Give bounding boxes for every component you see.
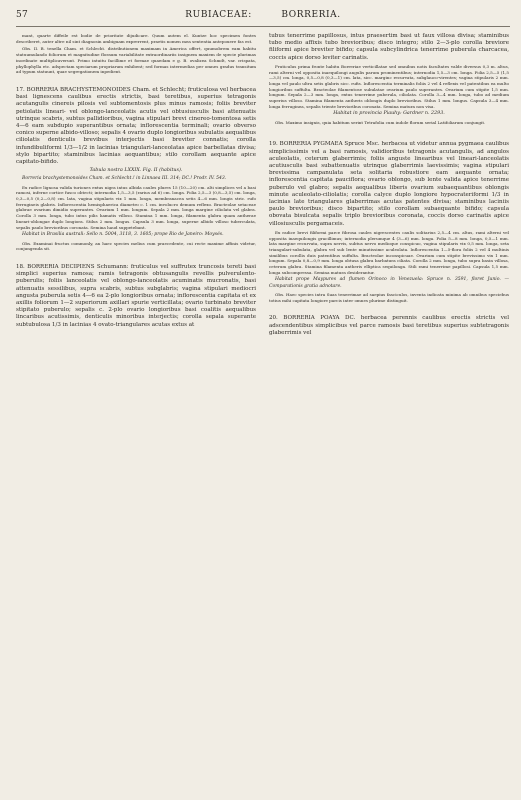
species-description: 18. BORRERIA DECIPIENS Schumann: fruticulus vel suffrutex truncosis tereti basi simplici superius ramosa; ramis tetragonis obtusangulis revellis pulverulento-puberulis; foliis lanceolatis vel oblongo-lanceolatis acuminatis mucronatis, basi attenuatis sessilibus, supra scabris, subtus subglabris; vagina stipulari mediocri angusta puberula setis 4—6 ea 2-plo longioribus ornata; inflorescentia capitata et ex axillis foliorum 1—2 superiorum axillari spurie verticillata; ovario turbinato breviter stipitato puberulo; sepalis c. 2-plo ovario longioribus basi coalitis aequalibus lincaribus acutissimis, denticulis minoribus interjectis; corolla sepala superante subtubulosa 1/3 in lacinias 4 ovato-triangulares acutas extus at bbox=[16, 263, 256, 328]
page bbox=[16, 10, 510, 790]
running-title-left: RUBIACEAE: bbox=[185, 10, 252, 20]
observation: Obs. Examinai fructus commonly, an haec species melius cum praecedente, cui recte maxime affinis videtur, conjungenda sit. bbox=[16, 240, 256, 252]
habitat: Habitat in Brasilia australi: Sello n. 5004, 3118, 3. 1605; prope Rio de Janeiro: Moysés. bbox=[22, 232, 224, 238]
plate-reference: Tabula nostra LXXIX. Fig. II (habitus). bbox=[89, 168, 183, 174]
page-number: 57 bbox=[16, 10, 29, 20]
habitat: Habitat prope Maypures ad flumen Orinoco in Venezuela: Spruce n. 3591, floret Junio. — Comparationis gratia adnotare. bbox=[269, 277, 509, 289]
paragraph: tubus tenerrime papillosus, intus praesertim basi ut faux villosa divisa; staminibus tubo medio affixis tubo brevioribus; disco integro; stilo 2—3-plo corolla breviore filiformi apice breviter bifido; capsula subcylindrica tenerrime puberula charcacea, coccis apice dorso leviter carinatis. bbox=[269, 33, 509, 61]
paragraph: Ex radice brevi filiformi parce fibrosa caules nigrescentes caulis solitarius 2,5—4 cm. altus, rami alterni vel opposita inaequilongis gracillimus; internodia plerumque 4 (3—6) mm. longa. Folia 5—8 mm. longa, 0,5—1 mm. lata margine recurvata, supra nervis, subtus nervo medioque conspicuo, vagina stipularis vix 0,5 mm. longa, seta triangulari-subulata, glabra vel sub lente minutissime aculeolata. Inflorescentia 1—5-flora foliis 2 vel 4 multinis similibus corollis duis patentibus suffulta. Bracteolae inconspicuae. Ovarium cum stipite brevissimo vix 1 mm. longum. Sepala 0,8—0,9 mm. longa obtusa glabra barbatura ciliata. Corolla 2 mm. longa, tubo supra basin villosa, ceterum glabra. Stamina filamenta antheris elliptica sequilonga. Stili rami tenerrime papillosi. Capsula 1,5 mm. longa subcompressa. Semina matura desiderantur. bbox=[269, 229, 509, 275]
observation: Obs. Maximo insignis, quia habitum serint Tetrafolia cum indole florum serial Latifoliarum conjungit. bbox=[275, 119, 486, 125]
paragraph: Obs. II. B. tenella Cham. et Schlecht. distributionem maximam in America offert, quumobrem eam habitu statuumulando foliorum et magnitudine floraum variabilitate extraordinariis insignem maxiem de specie plurimas inordinate multiplicaverunt. Primo intuitu facillime et formae quaedam e g. B. ovalizea Schmdt, var. crispata, phyllophylla etc. adspectam speciarum propriarum exhibent; sed formas intermedias per omnes gradus transitum ad typum statuunt, quae segregationem inpedient. bbox=[16, 46, 256, 75]
observation: Obs. Haec species intra Suas tenerrimae ad saepius fasciculos, inventa indicata minima ab omnibus speciebus totius mihi capitata longiore parcis inter omnes plurime distinguit. bbox=[269, 291, 509, 303]
text-columns bbox=[16, 33, 510, 339]
left-column bbox=[16, 33, 256, 339]
species-description: 20. BORRERIA POAYA DC. herbacea perennis caulibus erectis strictis vel adscendentibus simplicibus vel parce ramosis basi teretibus superius subtetragonis glaberrimis vel bbox=[269, 315, 509, 336]
running-title bbox=[56, 10, 470, 20]
synonym-citation: Borreria brachystemonoides Cham. et Schlecht.! in Linnaea III. 314; DC.! Prodr. IV. 543. bbox=[22, 176, 227, 182]
paragraph: Ex radice lignosa valida turiones extus nigra intus albida caules plures 15 (10—20) cm. alti simplices vel a basi ramosi, inferne cortice fusco obtecti; internodia 1,5—3,5 (rarius ad 6) cm. longa. Folia 2,5—3 (0,8—3,5) cm. longa, 0,3—0,5 (0,2—0,8) cm. lata, vagina stipularis vix 1 mm. longa, membranacea setis 4—6 mm. longis stric. rufo ferrugineis glabris. Inflorescentia hemisphaerica diametro c. 1 cm. involucro demum reflexo. Bracteolae setaceae glabrae ovarium dimidio superantes. Ovarium 1 mm. longum. Sepala 2 mm. longa margine ciliolata vel glabra. Corolla 3 mm. longa, tubo intus pilis hamatis villoso. Stamina 1 mm. longa, filamenta glabra quam antherae lineari-oblongae duplo longiora. Stilus 2 mm. longus. Capsula 3 mm. longa, superne albido villoso tuberculata, sepalis paulo brevioribus coronata. Semina haud suppetebant. bbox=[16, 184, 256, 230]
habitat: Habitat in provincia Piauhy: Gardner n. 2293. bbox=[333, 111, 445, 117]
species-description: 17. BORRERIA BRACHYSTEMONOIDES Cham. et Schlecht; fruticulosa vel herbacea basi lignescens caulibus erectis strictis, basi teretibus, superius tetragonis acutangulis cinereis pilosis vel subtomentosis plus minus ramosis; foliis breviter petiolatis lineari- vel oblongo-lanceolatis acutis vel obtusiusculis basi attenuatis utrinque scabris, subtus pallidioribus, vagina stipulari brevi cinereo-tomentosa setis 4—6 eam subdupio superantibus ornata; inflorescentia terminali; ovario obverso conico superne albido-villoso; sepalis 4 ovario duplo longioribus subulatis aequalibus ciliolatis denticulis brevibus interjectis basi breviter connatis; corolla infundibuliformi 1/3—1/2 in lacinias triangulari-lanceolatas apice barbellatas divisa; stylo bipartito; staminibus lacinias aequantibus; stilo corollam aequante apice capitato-bifido. bbox=[16, 86, 256, 165]
running-title-right: BORRERIA. bbox=[281, 10, 341, 20]
page-header bbox=[16, 10, 510, 27]
species-description: 19. BORRERIA PYGMAEA Spruce Msc. herbacea ut videtur annua pygmaea caulibus simplicissimis vel a basi ramosis, validioribus tetragonis acutangulis, ad angulos aculeolatis, ceterum glaberrimis; foliis anguste linearibus vel lineari-lanceolatis acutiusculis basi subattenuatis utrinque glaberrimis laevissimis; vagina stipulari brevissima campanulata seta solitaria robustiore eam aequante ornata; inflorescentia capitata pauciflora; ovario oblongo, sub lente valida apice tenerrime puberulo vel glabro; sepalis aequalibus liberis ovarium subaequantibus oblongis minute aculeolato-ciliolatis; corolla calyce duplo longiore hypocrateriformi 1/3 in lacinias late triangulares glaberrimas acutas patentes divisa; staminibus laciniis paulo brevioribus; disco bipartito; stilo corollam subaequante bifido; capsula obovata bisulcata sepalis triplo brevioribus coronata, coccis dorso carinatis apice villosiusculis pergamaceis. bbox=[269, 141, 509, 227]
paragraph: mant, quarte diffeile est bodie de prioritate dijudicare. Quum autem el. Kuntze hoc specimen fontes describeret, auter altre nil sint diagnosin ambiguam exprerrent, praetis nomen mea sententia antepouere fas est. bbox=[16, 33, 256, 44]
paragraph: Fruticulus prima fronte habitu Borreriae verticillatae sed omnibus notis facultates valde diversus 0,3 m. altus, rami alterni vel opposita inaequilongi angulis parum prominentibus; internodia 1,5—3 cm. longa. Folia 2,5—5 (1,5—3,5) cm. longa, 0,5—0,8 (0,3—1) cm. lata, sicc. marginc recurvata, subglauco-virentes; vagina stipularis 2 mm. longa vel paulo ultra setis glabris sicc. rufis. Inflorescentia terminalis foliis 2 vel 4 reflexis vel patentibus ea multo longioribus suffulta. Bracteolae filamentose subulatae ovarium paulo superantes. Ovarium cum stipite 1,5 mm. longum. Sepala 2—3 mm. longa, extus tenerrime puberula, ciliolata. Corolla 3—4 mm. longa, tubo ad medium superius villoso. Stamina filamenta antheris oblongis duplo brevioribus. Stilus 1 mm. longus. Capsula 3—4 mm. longa ferruginea, sepalis triente brevioribus coronata. Semina matura non visa. bbox=[269, 63, 509, 109]
right-column bbox=[269, 33, 509, 339]
